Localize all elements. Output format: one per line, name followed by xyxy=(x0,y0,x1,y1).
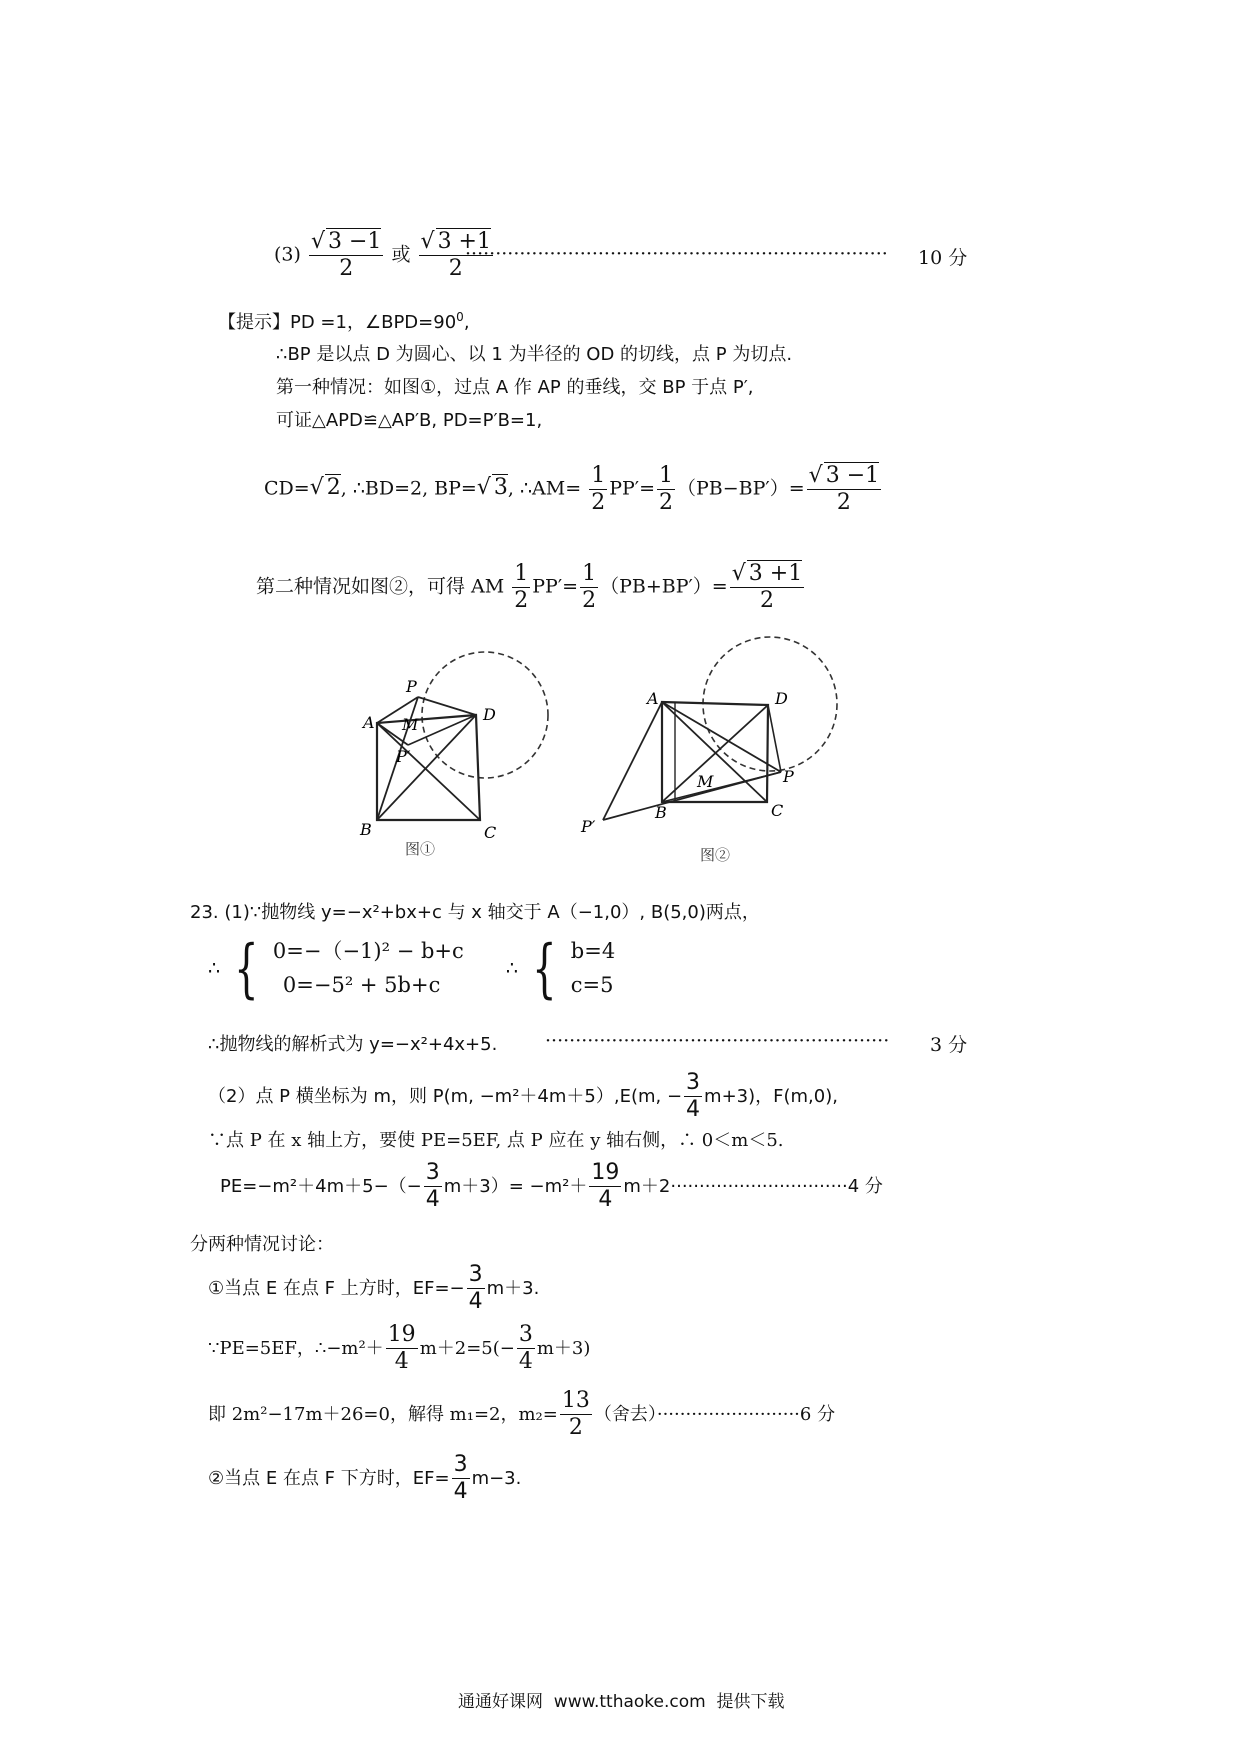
q23-line3: ∴抛物线的解析式为 y=−x²+4x+5. xyxy=(208,1034,498,1055)
equation: b=4 xyxy=(570,939,616,963)
fraction: $\frac{1}{2}$ xyxy=(514,560,529,613)
score-leader: ························································· xyxy=(545,1030,890,1052)
label-D: D xyxy=(775,689,788,708)
or-word: 或 xyxy=(391,243,411,266)
hint-line: ∴BP 是以点 D 为圆心、以 1 为半径的 OD 的切线，点 P 为切点. xyxy=(276,344,793,365)
label-Pprime: P′ xyxy=(396,747,411,766)
hint-line: 可证△APD≌△AP′B, PD=P′B=1, xyxy=(276,410,543,431)
hint-equation-1: CD=√ 2, ∴BD=2, BP=√ 3, ∴AM= $\frac{1}{2}$ PP′= $\frac{1}{2}$ （PB−BP′）= $\frac{√ 3 -1}{2}$ xyxy=(264,462,880,516)
label-B: B xyxy=(655,803,667,822)
equation: 0=−5² + 5b+c xyxy=(282,972,441,997)
label-A: A xyxy=(647,689,659,708)
score-leader: ······································································ xyxy=(465,243,888,265)
figure-1-caption: 图① xyxy=(405,840,436,858)
label-D: D xyxy=(483,705,496,724)
fraction: $\frac{√ 3 -1}{2}$ xyxy=(310,229,382,282)
fraction: $\frac{3}{4}$ xyxy=(686,1070,701,1123)
page-footer: 通通好课网 www.tthaoke.com 提供下载 xyxy=(458,1692,785,1712)
q23-line7: 分两种情况讨论： xyxy=(190,1234,334,1255)
label-B: B xyxy=(360,820,372,839)
label-P: P xyxy=(406,677,417,696)
q23-line4: （2）点 P 横坐标为 m，则 P(m, −m²＋4m＋5）,E(m, − $\frac{3}{4}$ m+3)，F(m,0), xyxy=(208,1070,838,1123)
q23-line8: ①当点 E 在点 F 上方时，EF=− $\frac{3}{4}$ m＋3. xyxy=(208,1262,540,1315)
fraction: $\frac{19}{4}$ xyxy=(387,1322,416,1375)
fraction: $\frac{1}{2}$ xyxy=(591,462,606,515)
q23-system: ∴ { 0=−（−1)² − b+c 0=−5² + 5b+c ∴ { b=4 c=5 xyxy=(208,931,616,1006)
equation: 0=−（−1)² − b+c xyxy=(272,939,464,963)
label-M: M xyxy=(402,715,419,734)
fraction: $\frac{3}{4}$ xyxy=(425,1160,440,1213)
fraction: $\frac{3}{4}$ xyxy=(453,1452,468,1505)
fraction: $\frac{1}{2}$ xyxy=(659,462,674,515)
fraction: $\frac{√ 3 -1}{2}$ xyxy=(808,463,880,516)
hint-equation-2: 第二种情况如图②，可得 AM $\frac{1}{2}$ PP′= $\frac{1}{2}$ （PB+BP′）= $\frac{√ 3 +1}{2}$ xyxy=(256,560,803,614)
fraction: $\frac{13}{2}$ xyxy=(561,1388,590,1441)
fraction: $\frac{3}{4}$ xyxy=(518,1322,533,1375)
q23-line6: PE=−m²＋4m＋5−（− $\frac{3}{4}$ m＋3）= −m²＋ $\frac{19}{4}$ m＋2·······························4 分 xyxy=(220,1160,883,1213)
equation: c=5 xyxy=(570,972,614,997)
hint-heading: 【提示】PD =1，$\angle BPD=90^0$, xyxy=(218,310,470,333)
q23-line5: ∵点 P 在 x 轴上方，要使 PE=5EF, 点 P 应在 y 轴右侧，∴ 0＜m＜5. xyxy=(208,1130,784,1151)
q23-line11: ②当点 E 在点 F 下方时，EF= $\frac{3}{4}$ m−3. xyxy=(208,1452,522,1505)
label-Pprime: P′ xyxy=(581,817,596,836)
fraction: $\frac{3}{4}$ xyxy=(468,1262,483,1315)
score: 3 分 xyxy=(930,1034,968,1056)
answer-part3 xyxy=(274,228,495,283)
hint-line: 第一种情况：如图①，过点 A 作 AP 的垂线，交 BP 于点 P′, xyxy=(276,377,754,398)
q23-line1: 23. (1)∵抛物线 y=−x²+bx+c 与 x 轴交于 A（−1,0）, B(5,0)两点， xyxy=(190,902,760,923)
fraction: $\frac{1}{2}$ xyxy=(582,560,597,613)
q23-line9: ∵PE=5EF，∴−m²＋ $\frac{19}{4}$ m＋2=5(− $\frac{3}{4}$ m＋3) xyxy=(208,1322,591,1375)
fraction: $\frac{√ 3 +1}{2}$ xyxy=(420,229,491,282)
fraction: $\frac{19}{4}$ xyxy=(591,1160,620,1213)
figure-2 xyxy=(575,632,855,842)
fraction: $\frac{√ 3 +1}{2}$ xyxy=(731,561,803,614)
label-M: M xyxy=(697,772,714,791)
label-P: P xyxy=(783,767,794,786)
score: 10 分 xyxy=(918,247,968,269)
figure-2-caption: 图② xyxy=(700,846,731,864)
label-C: C xyxy=(771,801,784,820)
label-A: A xyxy=(363,713,375,732)
q23-line10: 即 2m²−17m＋26=0，解得 m₁=2，m₂= $\frac{13}{2}$ （舍去）·························6 分 xyxy=(208,1388,836,1441)
figure-1 xyxy=(350,650,570,860)
label-C: C xyxy=(484,823,497,842)
part-label: (3) xyxy=(274,243,301,266)
